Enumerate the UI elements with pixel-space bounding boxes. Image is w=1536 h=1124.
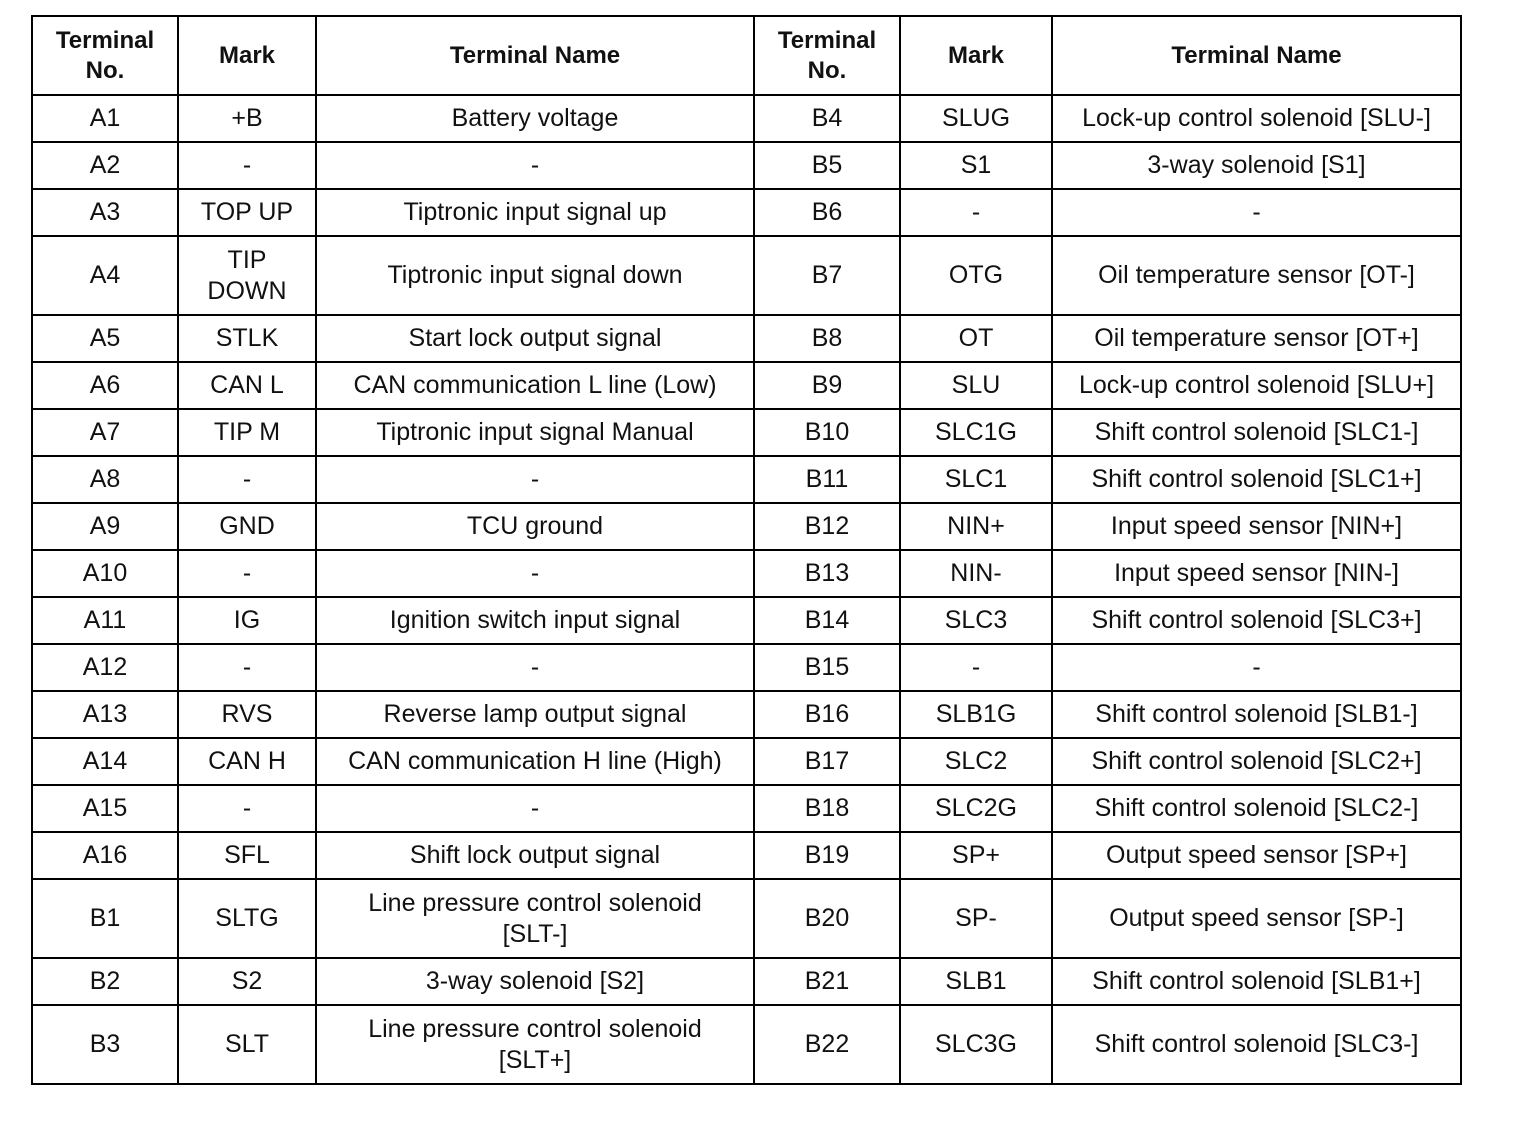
mark-cell: - xyxy=(178,785,316,832)
terminal-no-cell: B8 xyxy=(754,315,900,362)
terminal-name-cell: 3-way solenoid [S2] xyxy=(316,958,754,1005)
terminal-name-cell: Output speed sensor [SP-] xyxy=(1052,879,1461,958)
terminal-name-cell: CAN communication H line (High) xyxy=(316,738,754,785)
table-row xyxy=(32,785,1461,832)
mark-cell: +B xyxy=(178,95,316,142)
terminal-name-cell: Shift control solenoid [SLC1+] xyxy=(1052,456,1461,503)
terminal-no-cell: B2 xyxy=(32,958,178,1005)
terminal-no-cell: A14 xyxy=(32,738,178,785)
terminal-no-cell: B12 xyxy=(754,503,900,550)
header-mark: Mark xyxy=(178,16,316,95)
header-terminal-no: Terminal No. xyxy=(32,16,178,95)
mark-cell: NIN- xyxy=(900,550,1052,597)
mark-cell: SFL xyxy=(178,832,316,879)
terminal-name-cell: Input speed sensor [NIN-] xyxy=(1052,550,1461,597)
terminal-no-cell: B21 xyxy=(754,958,900,1005)
mark-cell: S2 xyxy=(178,958,316,1005)
terminal-no-cell: A7 xyxy=(32,409,178,456)
terminal-no-cell: A10 xyxy=(32,550,178,597)
terminal-name-cell: - xyxy=(316,456,754,503)
terminal-name-cell: Shift control solenoid [SLB1+] xyxy=(1052,958,1461,1005)
header-terminal-name: Terminal Name xyxy=(1052,16,1461,95)
mark-cell: SLC1G xyxy=(900,409,1052,456)
terminal-name-cell: - xyxy=(316,142,754,189)
table-row xyxy=(32,503,1461,550)
terminal-no-cell: A1 xyxy=(32,95,178,142)
terminal-no-cell: A8 xyxy=(32,456,178,503)
table-header-row xyxy=(32,16,1461,95)
terminal-no-cell: A12 xyxy=(32,644,178,691)
table-row xyxy=(32,409,1461,456)
table-row xyxy=(32,456,1461,503)
terminal-name-cell: Reverse lamp output signal xyxy=(316,691,754,738)
terminal-name-cell: Shift control solenoid [SLC1-] xyxy=(1052,409,1461,456)
terminal-name-cell: - xyxy=(316,644,754,691)
table-row xyxy=(32,597,1461,644)
table-row xyxy=(32,832,1461,879)
terminal-name-cell: Start lock output signal xyxy=(316,315,754,362)
mark-cell: SLC3 xyxy=(900,597,1052,644)
terminal-no-cell: A3 xyxy=(32,189,178,236)
mark-cell: - xyxy=(900,189,1052,236)
terminal-name-cell: TCU ground xyxy=(316,503,754,550)
table-row xyxy=(32,362,1461,409)
terminal-name-cell: Oil temperature sensor [OT-] xyxy=(1052,236,1461,315)
terminal-no-cell: B15 xyxy=(754,644,900,691)
mark-cell: SLTG xyxy=(178,879,316,958)
mark-cell: STLK xyxy=(178,315,316,362)
terminal-no-cell: A4 xyxy=(32,236,178,315)
terminal-name-cell: Tiptronic input signal up xyxy=(316,189,754,236)
terminal-name-cell: Battery voltage xyxy=(316,95,754,142)
mark-cell: SLU xyxy=(900,362,1052,409)
mark-cell: SLB1G xyxy=(900,691,1052,738)
mark-cell: - xyxy=(178,644,316,691)
mark-cell: - xyxy=(178,142,316,189)
terminal-no-cell: B19 xyxy=(754,832,900,879)
terminal-no-cell: B22 xyxy=(754,1005,900,1084)
terminal-no-cell: A9 xyxy=(32,503,178,550)
mark-cell: SLC3G xyxy=(900,1005,1052,1084)
table-row xyxy=(32,1005,1461,1084)
mark-cell: SLT xyxy=(178,1005,316,1084)
terminal-name-cell: Shift control solenoid [SLC3+] xyxy=(1052,597,1461,644)
terminal-name-cell: Input speed sensor [NIN+] xyxy=(1052,503,1461,550)
terminal-name-cell: Shift control solenoid [SLC2-] xyxy=(1052,785,1461,832)
mark-cell: CAN H xyxy=(178,738,316,785)
terminal-name-cell: Shift control solenoid [SLB1-] xyxy=(1052,691,1461,738)
mark-cell: TIP M xyxy=(178,409,316,456)
terminal-no-cell: B18 xyxy=(754,785,900,832)
terminal-no-cell: B10 xyxy=(754,409,900,456)
table-row xyxy=(32,958,1461,1005)
mark-cell: SLC2G xyxy=(900,785,1052,832)
terminal-no-cell: A16 xyxy=(32,832,178,879)
terminal-no-cell: B16 xyxy=(754,691,900,738)
mark-cell: CAN L xyxy=(178,362,316,409)
terminal-name-cell: Lock-up control solenoid [SLU-] xyxy=(1052,95,1461,142)
terminal-name-cell: Line pressure control solenoid [SLT+] xyxy=(316,1005,754,1084)
terminal-name-cell: - xyxy=(316,785,754,832)
mark-cell: S1 xyxy=(900,142,1052,189)
table-row xyxy=(32,644,1461,691)
terminal-no-cell: A11 xyxy=(32,597,178,644)
terminal-no-cell: A5 xyxy=(32,315,178,362)
mark-cell: SP- xyxy=(900,879,1052,958)
terminal-name-cell: Output speed sensor [SP+] xyxy=(1052,832,1461,879)
header-terminal-no: Terminal No. xyxy=(754,16,900,95)
terminal-no-cell: A13 xyxy=(32,691,178,738)
terminal-name-cell: CAN communication L line (Low) xyxy=(316,362,754,409)
header-mark: Mark xyxy=(900,16,1052,95)
table-row xyxy=(32,95,1461,142)
terminal-name-cell: Shift control solenoid [SLC2+] xyxy=(1052,738,1461,785)
terminal-name-cell: - xyxy=(1052,189,1461,236)
terminal-no-cell: B9 xyxy=(754,362,900,409)
mark-cell: OTG xyxy=(900,236,1052,315)
mark-cell: SLC1 xyxy=(900,456,1052,503)
terminal-no-cell: B3 xyxy=(32,1005,178,1084)
table-row xyxy=(32,236,1461,315)
terminal-name-cell: Ignition switch input signal xyxy=(316,597,754,644)
mark-cell: SLC2 xyxy=(900,738,1052,785)
terminal-no-cell: B4 xyxy=(754,95,900,142)
table-row xyxy=(32,189,1461,236)
terminal-no-cell: B14 xyxy=(754,597,900,644)
table-row xyxy=(32,738,1461,785)
terminal-no-cell: B11 xyxy=(754,456,900,503)
terminal-no-cell: A2 xyxy=(32,142,178,189)
table-row xyxy=(32,879,1461,958)
terminal-name-cell: 3-way solenoid [S1] xyxy=(1052,142,1461,189)
terminal-name-cell: Oil temperature sensor [OT+] xyxy=(1052,315,1461,362)
table-row xyxy=(32,691,1461,738)
terminal-name-cell: Shift control solenoid [SLC3-] xyxy=(1052,1005,1461,1084)
mark-cell: - xyxy=(178,456,316,503)
terminal-table xyxy=(31,15,1462,1085)
table-row xyxy=(32,142,1461,189)
table-row xyxy=(32,550,1461,597)
terminal-name-cell: Shift lock output signal xyxy=(316,832,754,879)
terminal-name-cell: Tiptronic input signal Manual xyxy=(316,409,754,456)
mark-cell: RVS xyxy=(178,691,316,738)
terminal-name-cell: Lock-up control solenoid [SLU+] xyxy=(1052,362,1461,409)
mark-cell: SP+ xyxy=(900,832,1052,879)
mark-cell: - xyxy=(178,550,316,597)
terminal-no-cell: B17 xyxy=(754,738,900,785)
mark-cell: SLUG xyxy=(900,95,1052,142)
terminal-name-cell: - xyxy=(1052,644,1461,691)
terminal-no-cell: B7 xyxy=(754,236,900,315)
mark-cell: TIP DOWN xyxy=(178,236,316,315)
table-row xyxy=(32,315,1461,362)
mark-cell: OT xyxy=(900,315,1052,362)
terminal-name-cell: - xyxy=(316,550,754,597)
mark-cell: - xyxy=(900,644,1052,691)
terminal-no-cell: B20 xyxy=(754,879,900,958)
terminal-name-cell: Tiptronic input signal down xyxy=(316,236,754,315)
terminal-name-cell: Line pressure control solenoid [SLT-] xyxy=(316,879,754,958)
mark-cell: NIN+ xyxy=(900,503,1052,550)
terminal-no-cell: A15 xyxy=(32,785,178,832)
terminal-no-cell: B13 xyxy=(754,550,900,597)
terminal-no-cell: B5 xyxy=(754,142,900,189)
header-terminal-name: Terminal Name xyxy=(316,16,754,95)
mark-cell: GND xyxy=(178,503,316,550)
terminal-no-cell: A6 xyxy=(32,362,178,409)
mark-cell: TOP UP xyxy=(178,189,316,236)
mark-cell: SLB1 xyxy=(900,958,1052,1005)
mark-cell: IG xyxy=(178,597,316,644)
terminal-no-cell: B6 xyxy=(754,189,900,236)
terminal-no-cell: B1 xyxy=(32,879,178,958)
